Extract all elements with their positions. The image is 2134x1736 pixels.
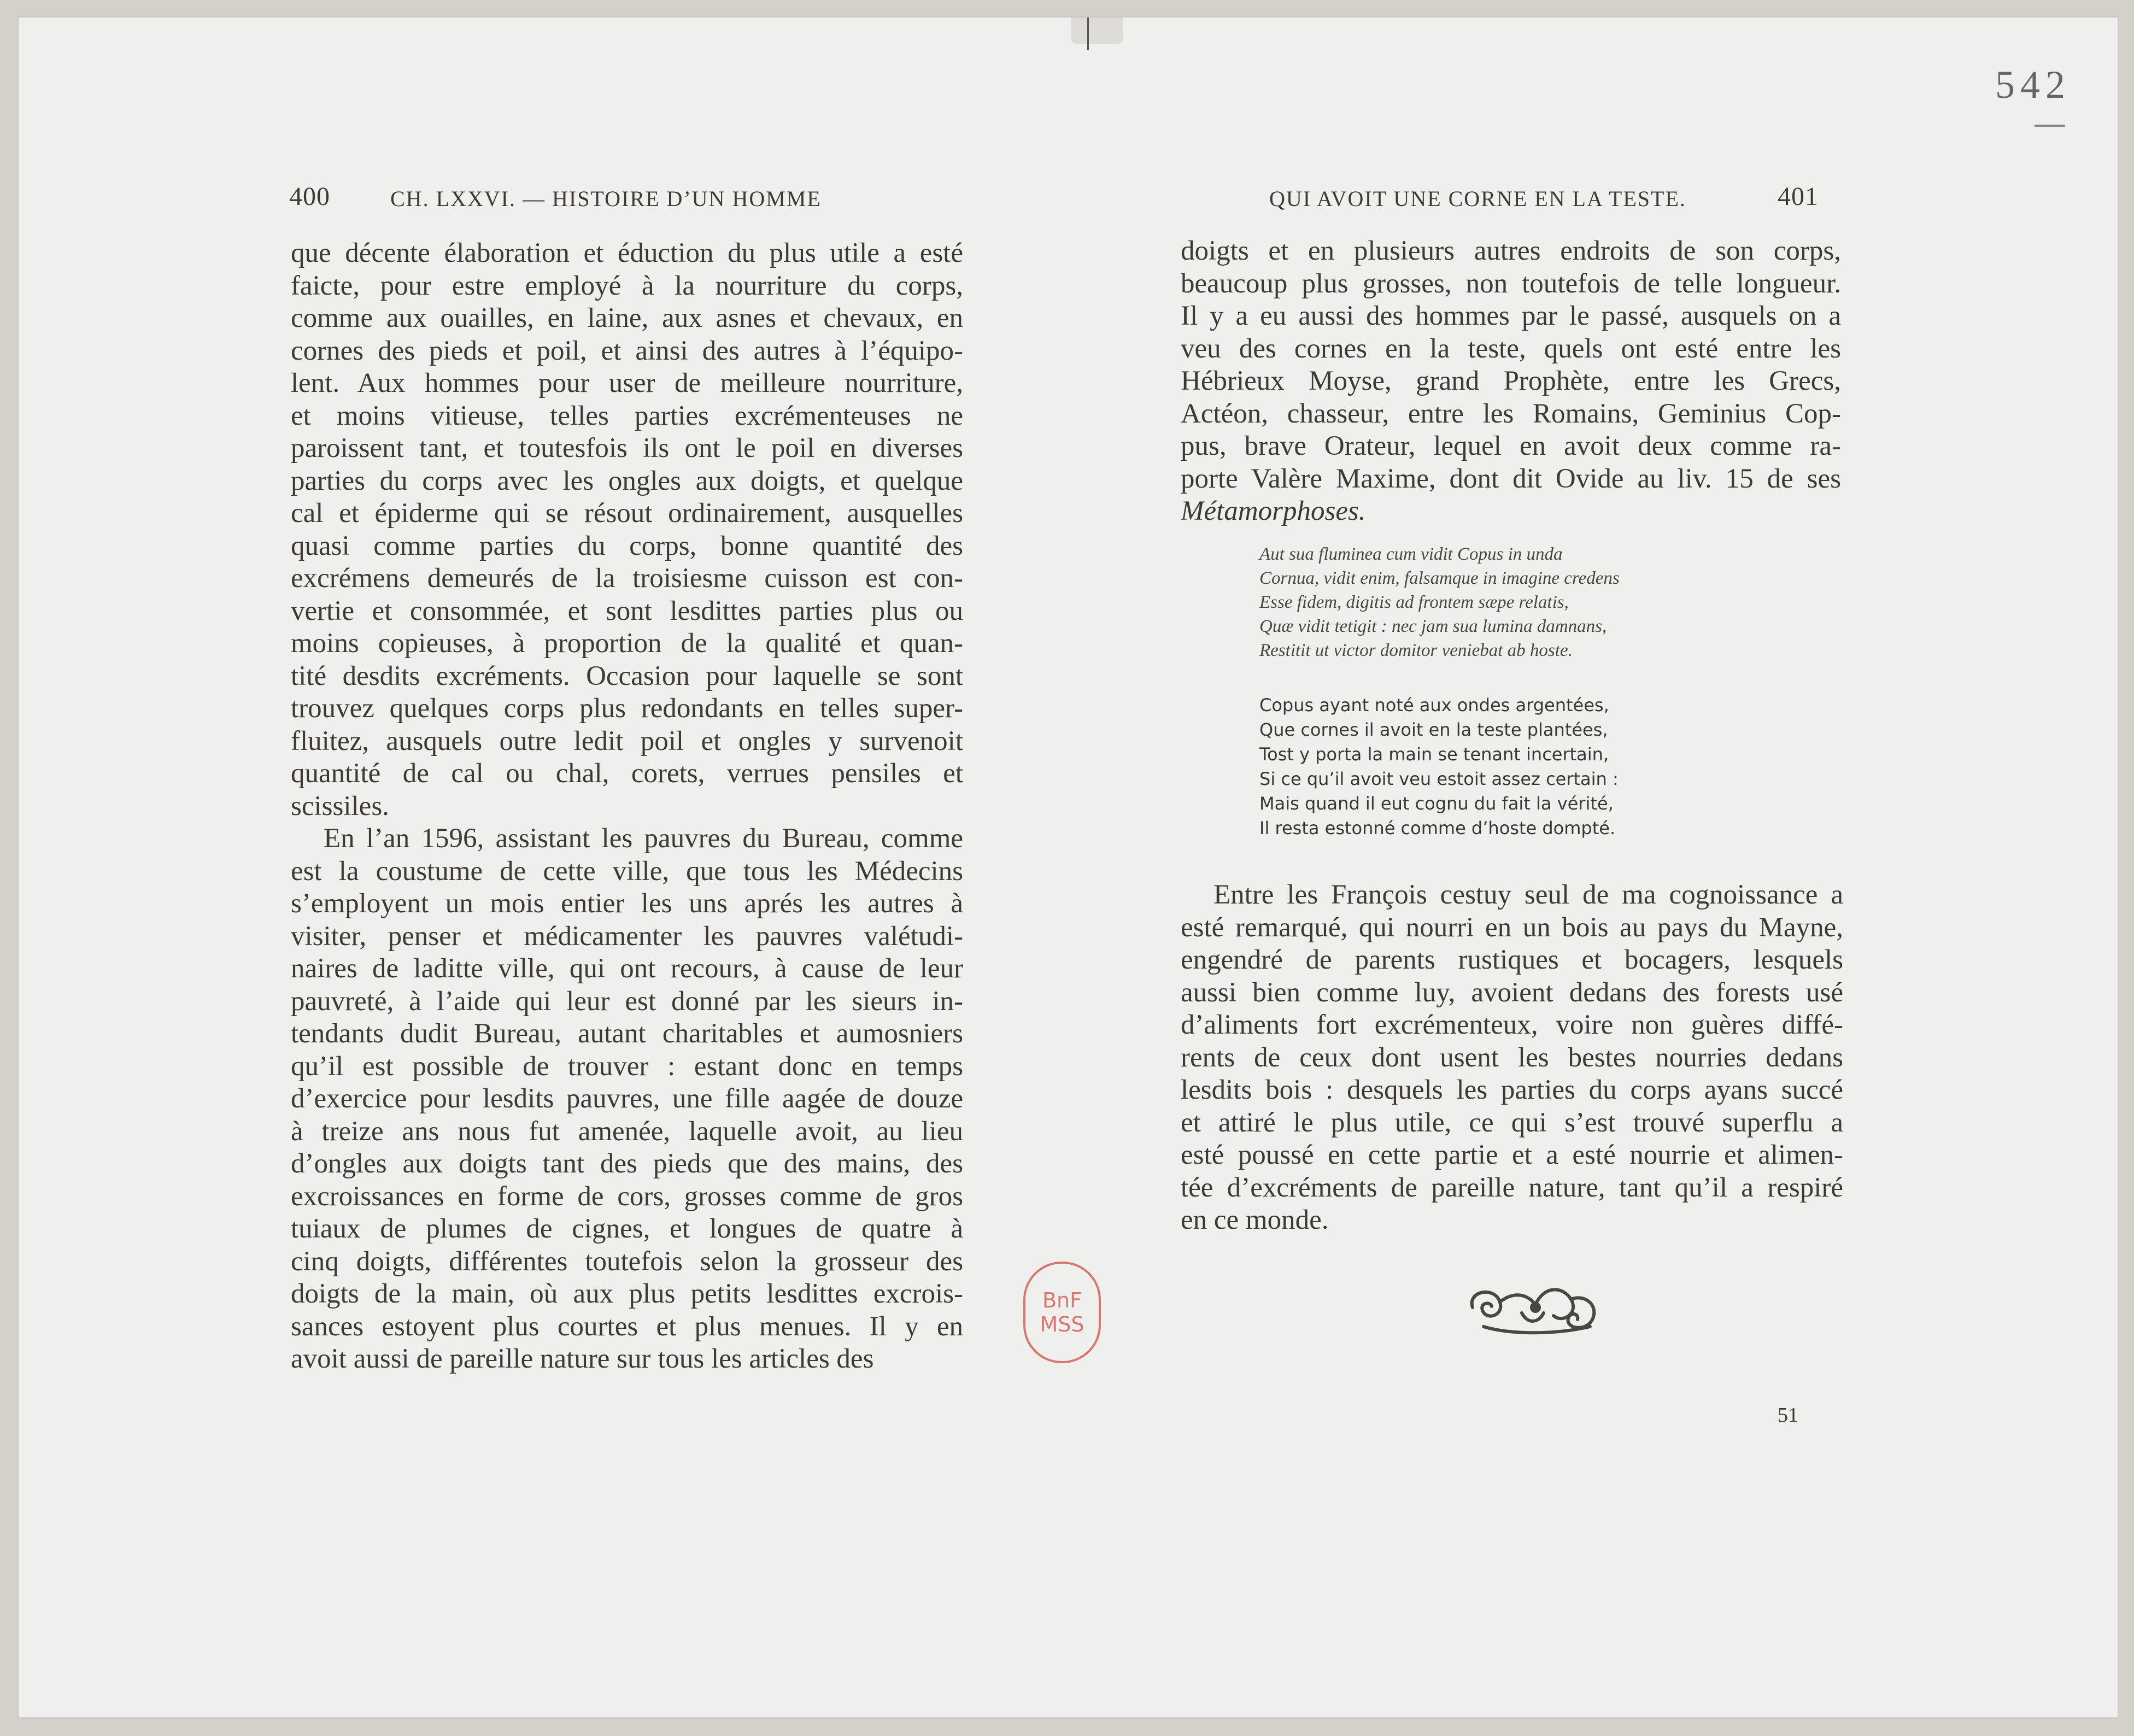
text-line: Entre les François cestuy seul de ma cognoissance a: [1213, 879, 1843, 910]
archive-pencil-mark: [2035, 125, 2065, 127]
text-line: lesdits bois : desquels les parties du corps ayans succé: [1181, 1075, 1843, 1105]
text-line: tuiaux de plumes de cignes, et longues de quatre à: [291, 1213, 963, 1244]
verse-line: Que cornes il avoit en la teste plantées,: [1259, 719, 1608, 740]
verse-line: Restitit ut victor domitor veniebat ab hoste.: [1259, 641, 1573, 660]
text-line: Actéon, chasseur, entre les Romains, Geminius Cop-: [1181, 398, 1841, 429]
text-line: aussi bien comme luy, avoient dedans des forests usé: [1181, 977, 1843, 1008]
left-running-head: CH. LXXVI. — HISTOIRE D’UN HOMME: [390, 186, 822, 211]
text-line: avoit aussi de pareille nature sur tous les articles des: [291, 1344, 874, 1374]
stamp-line-2: MSS: [1040, 1312, 1084, 1336]
text-line: que décente élaboration et éduction du plus utile a esté: [291, 238, 963, 268]
text-line: esté poussé en cette partie et a esté nourrie et alimen-: [1181, 1140, 1843, 1170]
fold-line: [1087, 17, 1089, 50]
right-running-head: QUI AVOIT UNE CORNE EN LA TESTE.: [1269, 186, 1686, 211]
text-line: et moins vitieuse, telles parties excrémenteuses ne: [291, 400, 963, 431]
text-line: pauvreté, à l’aide qui leur est donné par les sieurs in-: [291, 986, 963, 1017]
text-line: porte Valère Maxime, dont dit Ovide au liv. 15 de ses: [1181, 463, 1841, 494]
text-line: s’employent un mois entier les uns aprés les autres à: [291, 888, 963, 919]
text-line: veu des cornes en la teste, quels ont esté entre les: [1181, 333, 1841, 364]
right-page-number: 401: [1778, 182, 1819, 211]
text-line: en ce monde.: [1181, 1205, 1329, 1235]
verse-line: Aut sua fluminea cum vidit Copus in unda: [1259, 544, 1563, 564]
text-line: scissiles.: [291, 790, 389, 822]
text-line: trouvez quelques corps plus redondants en telles super-: [291, 693, 963, 724]
text-line: lent. Aux hommes pour user de meilleure nourriture,: [291, 368, 963, 398]
text-line: sances estoyent plus courtes et plus menues. Il y en: [291, 1311, 963, 1342]
text-line: esté remarqué, qui nourri en un bois au pays du Mayne,: [1181, 912, 1843, 943]
text-line: d’ongles aux doigts tant des pieds que des mains, des: [291, 1148, 963, 1179]
scanned-sheet: [17, 16, 2119, 1719]
archive-number: 542: [1995, 63, 2071, 107]
text-line: naires de laditte ville, qui ont recours, à cause de leur: [291, 953, 963, 984]
text-line: qu’il est possible de trouver : estant donc en temps: [291, 1051, 963, 1082]
verse-line: Si ce qu’il avoit veu estoit assez certain :: [1259, 769, 1619, 789]
verse-line: Tost y porta la main se tenant incertain,: [1259, 744, 1609, 765]
text-line: fluitez, ausquels outre ledit poil et ongles y survenoit: [291, 725, 963, 756]
latin-verse: [1259, 542, 1620, 662]
verse-line: Esse fidem, digitis ad frontem sæpe relatis,: [1259, 593, 1569, 612]
french-verse: [1259, 693, 1619, 841]
text-line: moins copieuses, à proportion de la qualité et quan-: [291, 628, 963, 659]
text-line: et attiré le plus utile, ce qui s’est trouvé superflu a: [1181, 1107, 1843, 1138]
text-line: doigts de la main, où aux plus petits lesdittes excrois-: [291, 1278, 963, 1309]
text-line: tendants dudit Bureau, autant charitables et aumosniers: [291, 1018, 963, 1049]
signature-mark: 51: [1778, 1404, 1798, 1427]
text-line: d’exercice pour lesdits pauvres, une fille aagée de douze: [291, 1083, 963, 1114]
text-line: visiter, penser et médicamenter les pauvres valétudi-: [291, 920, 963, 952]
left-page-text: [291, 237, 963, 1376]
text-line: pus, brave Orateur, lequel en avoit deux comme ra-: [1181, 431, 1841, 461]
text-line: quasi comme parties du corps, bonne quantité des: [291, 530, 963, 561]
text-line: cal et épiderme qui se résout ordinairement, ausquelles: [291, 498, 963, 529]
text-line: excrémens demeurés de la troisiesme cuisson est con-: [291, 563, 963, 594]
verse-line: Mais quand il eut cognu du fait la vérité,: [1259, 793, 1614, 814]
verse-line: Cornua, vidit enim, falsamque in imagine credens: [1259, 568, 1620, 588]
text-line: faicte, pour estre employé à la nourriture du corps,: [291, 270, 963, 301]
text-line: Hébrieux Moyse, grand Prophète, entre les Grecs,: [1181, 366, 1841, 396]
text-line: cinq doigts, différentes toutefois selon la grosseur des: [291, 1246, 963, 1277]
fleuron-ornament-icon: [1462, 1275, 1609, 1346]
text-line: cornes des pieds et poil, et ainsi des autres à l’équipo-: [291, 335, 963, 366]
text-line: est la coustume de cette ville, que tous les Médecins: [291, 855, 963, 887]
text-line: doigts et en plusieurs autres endroits de son corps,: [1181, 236, 1841, 266]
text-line: Il y a eu aussi des hommes par le passé, ausquels on a: [1181, 301, 1841, 331]
text-line: Métamorphoses.: [1181, 496, 1366, 526]
text-line: rents de ceux dont usent les bestes nourries dedans: [1181, 1042, 1843, 1073]
verse-line: Copus ayant noté aux ondes argentées,: [1259, 695, 1609, 715]
library-stamp: [1023, 1262, 1101, 1363]
left-page-number: 400: [289, 182, 330, 211]
text-line: vertie et consommée, et sont lesdittes parties plus ou: [291, 595, 963, 626]
text-line: d’aliments fort excrémenteux, voire non guères diffé-: [1181, 1010, 1843, 1040]
text-line: parties du corps avec les ongles aux doigts, et quelque: [291, 465, 963, 496]
text-line: excroissances en forme de cors, grosses comme de gros: [291, 1181, 963, 1212]
text-line: engendré de parents rustiques et bocagers, lesquels: [1181, 945, 1843, 975]
text-line: En l’an 1596, assistant les pauvres du Bureau, comme: [324, 823, 963, 854]
verse-line: Il resta estonné comme d’hoste dompté.: [1259, 818, 1616, 838]
text-line: quantité de cal ou chal, corets, verrues pensiles et: [291, 758, 963, 789]
stamp-line-1: BnF: [1042, 1288, 1082, 1312]
text-line: à treize ans nous fut amenée, laquelle avoit, au lieu: [291, 1116, 963, 1147]
text-line: paroissent tant, et toutesfois ils ont le poil en diverses: [291, 433, 963, 464]
right-page-text-bottom: [1181, 879, 1843, 1237]
text-line: beaucoup plus grosses, non toutefois de telle longueur.: [1181, 268, 1841, 299]
text-line: comme aux ouailles, en laine, aux asnes et chevaux, en: [291, 303, 963, 333]
verse-line: Quæ vidit tetigit : nec jam sua lumina damnans,: [1259, 617, 1607, 636]
book-fold: [1071, 17, 1123, 44]
text-line: tité desdits excréments. Occasion pour laquelle se sont: [291, 660, 963, 691]
text-line: tée d’excréments de pareille nature, tant qu’il a respiré: [1181, 1172, 1843, 1203]
right-page-text-top: [1181, 235, 1841, 528]
